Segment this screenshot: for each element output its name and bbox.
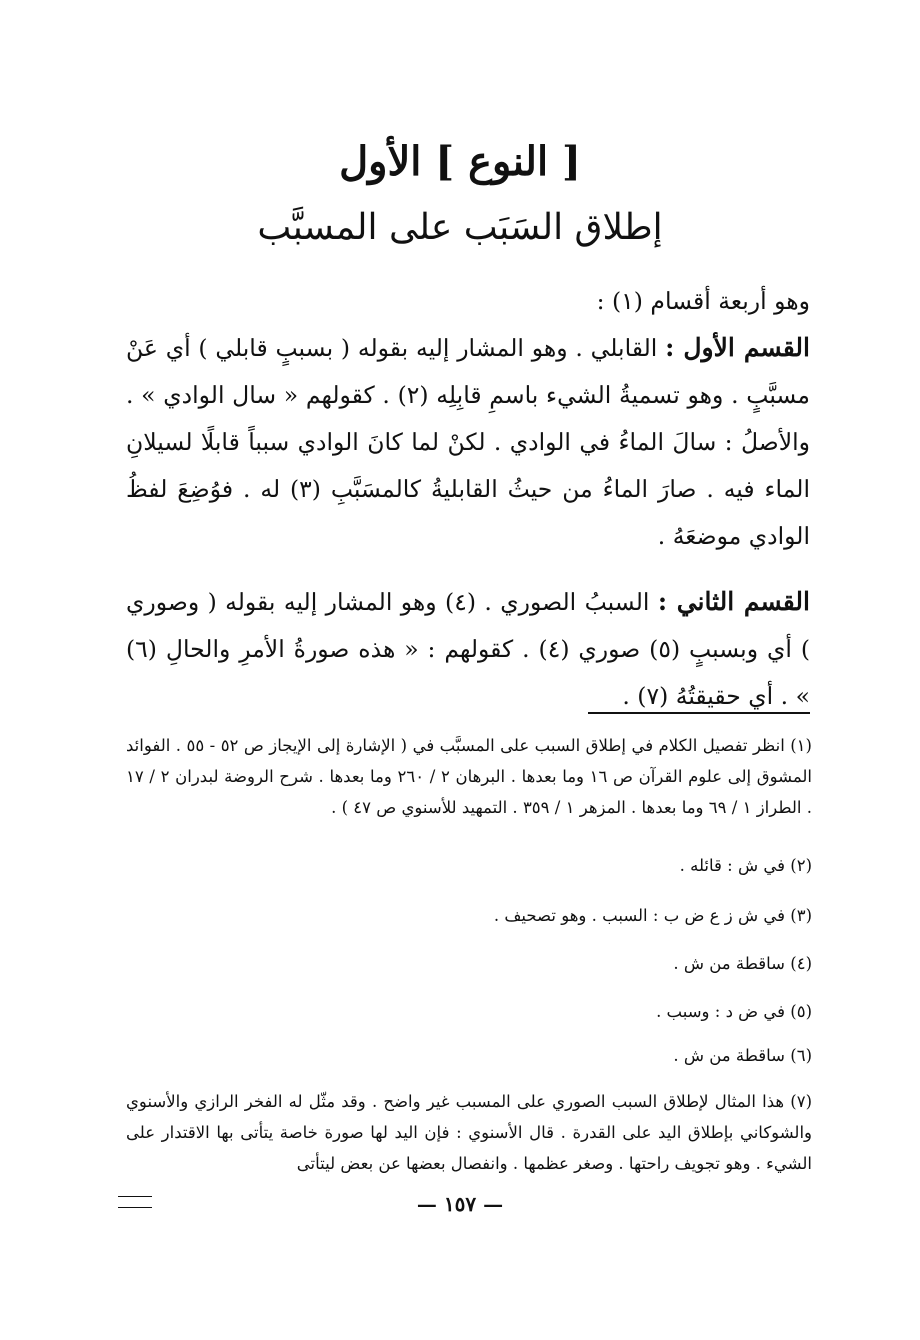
section-one-paragraph xyxy=(126,324,810,560)
footnote-separator xyxy=(588,712,810,714)
footnote-5: (٥) في ض د : وسبب . xyxy=(656,1002,812,1021)
footnote-7: (٧) هذا المثال لإطلاق السبب الصوري على المسبب غير واضح . وقد مثّل له الفخر الرازي والأسنوي والشوكاني بإطلاق اليد على القدرة . قال الأسنوي : فإن اليد لها صورة خاصة يتأتى بها الاقتدار على الشيء . وهو تجويف راحتها . وصغر عظمها . وانفصال بعضها عن بعض ليتأتى xyxy=(126,1092,812,1173)
section-two-paragraph xyxy=(126,578,810,720)
footnote-3: (٣) في ش ز ع ض ب : السبب . وهو تصحيف . xyxy=(493,906,812,925)
section-two-text: السببُ الصوري . (٤) وهو المشار إليه بقوله ( وصوري ) أي وبسببٍ (٥) صوري (٤) . كقولهم : « هذه صورةُ الأمرِ والحالِ (٦) » . أي حقيقتُهُ (٧) . xyxy=(126,588,810,710)
intro-line: وهو أربعة أقسام (١) : xyxy=(596,287,810,315)
footnote-2: (٢) في ش : قائله . xyxy=(679,856,812,875)
footnote-4: (٤) ساقطة من ش . xyxy=(673,954,812,973)
page-number: — ١٥٧ — xyxy=(416,1192,504,1216)
section-two-label: القسم الثاني : xyxy=(657,587,810,616)
footnote-1: (١) انظر تفصيل الكلام في إطلاق السبب على المسبَّب في ( الإشارة إلى الإيجاز ص ٥٢ - ٥٥ . الفوائد المشوق إلى علوم القرآن ص ١٦ وما بعدها . البرهان ٢ / ٢٦٠ وما بعدها . شرح الروضة لبدران ٢ / ١٧ . الطراز ١ / ٦٩ وما بعدها . المزهر ١ / ٣٥٩ . التمهيد للأسنوي ص ٤٧ ) . xyxy=(126,736,812,817)
section-one-text: القابلي . وهو المشار إليه بقوله ( بسببٍ قابلي ) أي عَنْ مسبَّبٍ . وهو تسميةُ الشيء باسمِ قابِلِه (٢) . كقولهم « سال الوادي » . والأصلُ : سالَ الماءُ في الوادي . لكنْ لما كانَ الوادي سبباً قابلًا لسيلانِ الماء فيه . صارَ الماءُ من حيثُ القابليةُ كالمسَبَّبِ (٣) له . فوُضِعَ لفظُ الوادي موضعَهُ . xyxy=(126,334,810,550)
section-one-label: القسم الأول : xyxy=(665,333,810,362)
chapter-subtitle: إطلاق السَبَب على المسبَّب xyxy=(257,207,663,248)
chapter-title: [ النوع ] الأول xyxy=(339,138,581,185)
footnote-6: (٦) ساقطة من ش . xyxy=(673,1046,812,1065)
